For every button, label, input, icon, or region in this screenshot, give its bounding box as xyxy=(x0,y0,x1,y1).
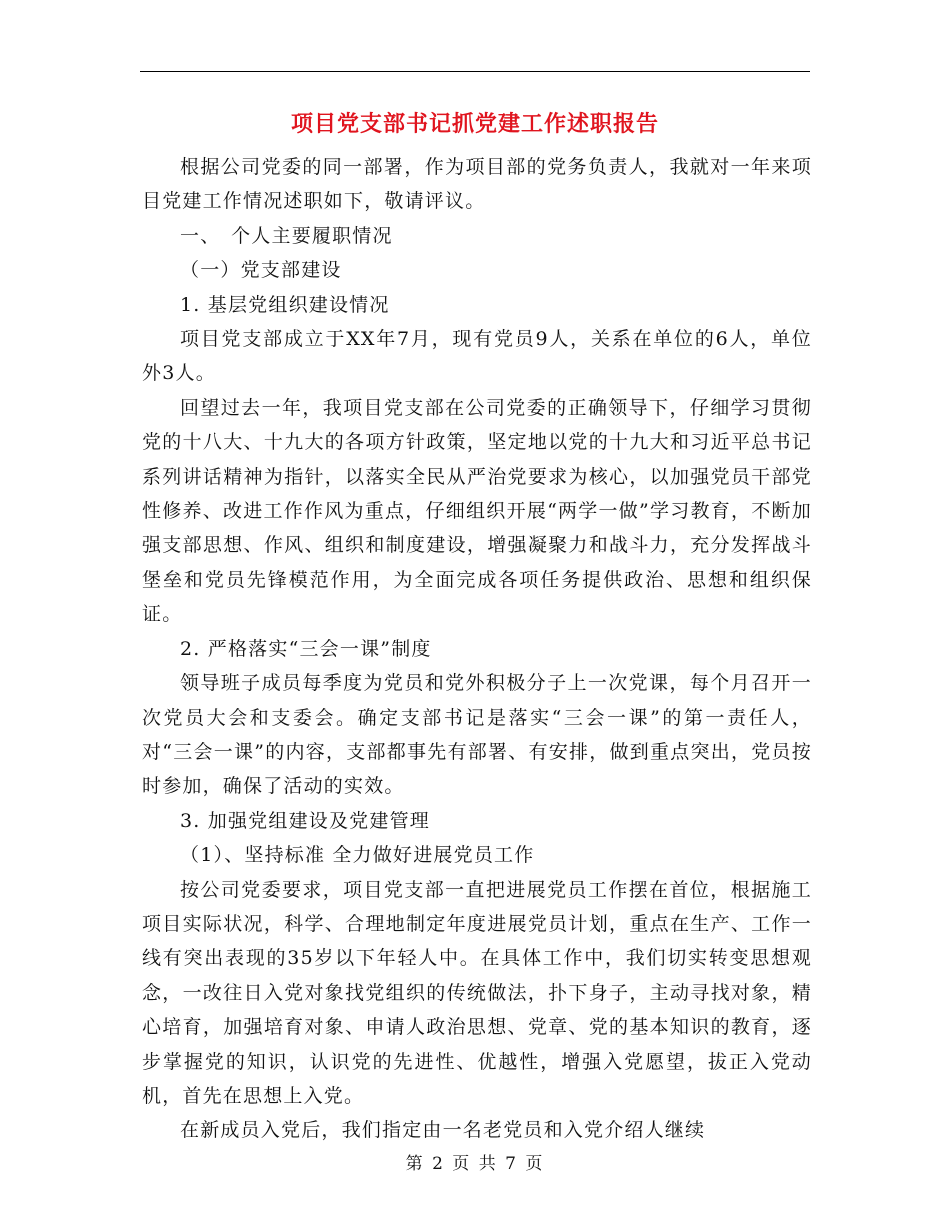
page-footer: 第 2 页 共 7 页 xyxy=(405,1154,545,1174)
paragraph-review: 回望过去一年，我项目党支部在公司党委的正确领导下，仔细学习贯彻党的十八大、十九大的各项方针政策，坚定地以党的十九大和习近平总书记系列讲话精神为指针，以落实全民从严治党要求为核心，以加强党员干部党性修养、改进工作作风为重点，仔细组织开展“两学一做”学习教育，不断加强支部思想、作风、组织和制度建设，增强凝聚力和战斗力，充分发挥战斗堡垒和党员先锋模范作用，为全面完成各项任务提供政治、思想和组织保证。 xyxy=(142,396,812,626)
paragraph-branch-members: 项目党支部成立于XX年7月，现有党员9人，关系在单位的6人，单位外3人。 xyxy=(142,328,812,385)
heading-subsection-1: （一）党支部建设 xyxy=(180,259,342,282)
paragraph-member-development: 按公司党委要求，项目党支部一直把进展党员工作摆在首位，根据施工项目实际状况，科学、合理地制定年度进展党员计划，重点在生产、工作一线有突出表现的35岁以下年轻人中。在具体工作中，我们切实转变思想观念，一改往日入党对象找党组织的传统做法，扑下身子，主动寻找对象，精心培育，加强培育对象、申请人政治思想、党章、党的基本知识的教育，逐步掌握党的知识，认识党的先进性、优越性，增强入党愿望，拔正入党动机，首先在思想上入党。 xyxy=(142,878,812,1107)
document-body xyxy=(142,150,812,1148)
heading-item-2: 2. 严格落实“三会一课”制度 xyxy=(180,637,432,660)
document-title: 项目党支部书记抓党建工作述职报告 xyxy=(290,112,659,137)
header-rule xyxy=(140,71,810,72)
heading-subitem-1: （1）、坚持标准 全力做好进展党员工作 xyxy=(180,844,535,867)
paragraph-three-meetings: 领导班子成员每季度为党员和党外积极分子上一次党课，每个月召开一次党员大会和支委会。确定支部书记是落实“三会一课”的第一责任人，对“三会一课”的内容，支部都事先有部署、有安排，做到重点突出，党员按时参加，确保了活动的实效。 xyxy=(142,672,812,798)
paragraph-new-members: 在新成员入党后，我们指定由一名老党员和入党介绍人继续 xyxy=(180,1119,706,1142)
heading-item-1: 1. 基层党组织建设情况 xyxy=(180,293,390,316)
heading-section-1: 一、 个人主要履职情况 xyxy=(180,224,393,247)
heading-item-3: 3. 加强党组建设及党建管理 xyxy=(180,809,430,832)
paragraph-intro: 根据公司党委的同一部署，作为项目部的党务负责人，我就对一年来项目党建工作情况述职如下，敬请评议。 xyxy=(142,156,812,213)
